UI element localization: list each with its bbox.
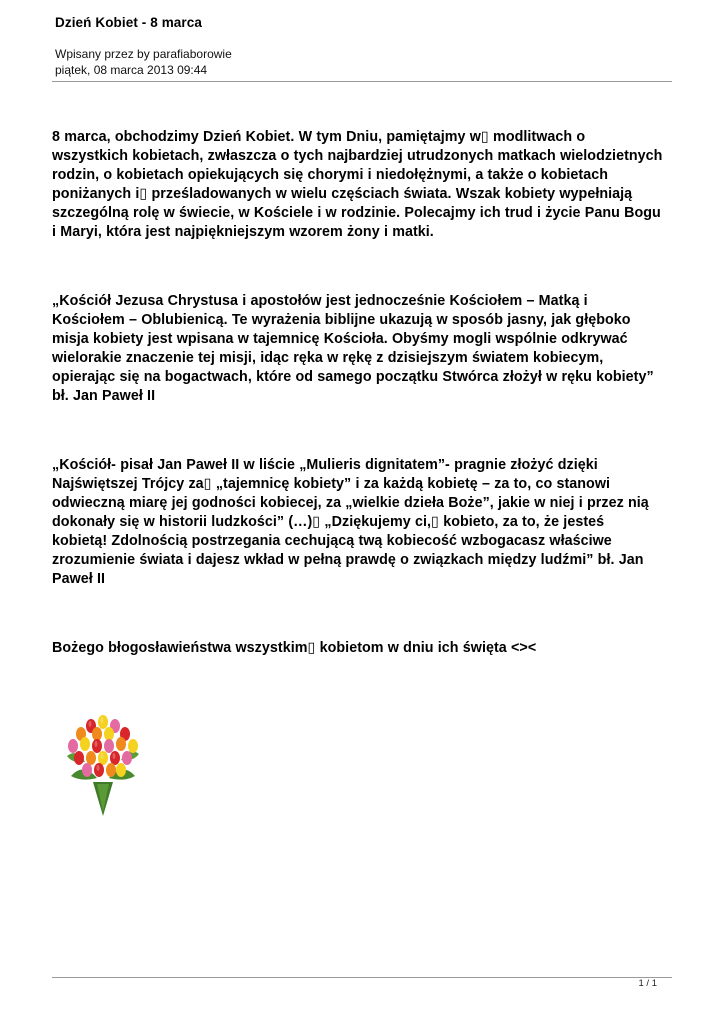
- text-line: bł. Jan Paweł II: [52, 388, 156, 404]
- paragraph-blessing: [52, 639, 678, 658]
- tulip-bouquet-image: [63, 712, 143, 818]
- date-line: piątek, 08 marca 2013 09:44: [55, 63, 208, 77]
- text-line: „Kościół Jezusa Chrystusa i apostołów jest jednocześnie Kościołem – Matką i: [52, 293, 588, 309]
- text-line: opierając się na bogactwach, które od samego początku Stwórca złożył w ręku kobiety”: [52, 369, 654, 385]
- page-number: 1 / 1: [638, 978, 657, 989]
- text-line: „Kościół- pisał Jan Paweł II w liście „Mulieris dignitatem”- pragnie złożyć dzięki: [52, 457, 598, 473]
- text-line: Kościołem – Oblubienicą. Te wyrażenia biblijne ukazują w sposób jasny, jak głęboko: [52, 312, 631, 328]
- text-line: Bożego błogosławieństwa wszystkim▯ kobietom w dniu ich święta <><: [52, 640, 537, 656]
- article-meta: [55, 46, 232, 78]
- text-line: wielorakie znaczenie tej misji, idąc ręka w rękę z dzisiejszym światem kobiecym,: [52, 350, 604, 366]
- paragraph-quote-church: [52, 292, 678, 406]
- text-line: odwieczną miarę jej godności kobiecej, za „wielkie dzieła Boże”, jakie w niej i przez nią: [52, 495, 649, 511]
- text-line: i Maryi, która jest najpiękniejszym wzorem żony i matki.: [52, 224, 434, 240]
- tulip-bouquet-icon: [63, 712, 143, 818]
- text-line: dokonały się w historii ludzkości” (…)▯ „Dziękujemy ci,▯ kobieto, za to, że jesteś: [52, 514, 605, 530]
- text-line: misja kobiety jest wpisana w tajemnicę Kościoła. Obyśmy mogli wspólnie odkrywać: [52, 331, 628, 347]
- text-line: kobietą! Zdolnością postrzegania cechującą twą kobiecość wzbogacasz właściwe: [52, 533, 612, 549]
- text-line: Paweł II: [52, 571, 106, 587]
- text-line: Najświętszej Trójcy za▯ „tajemnicę kobiety” i za każdą kobietę – za to, co stanowi: [52, 476, 611, 492]
- text-line: 8 marca, obchodzimy Dzień Kobiet. W tym Dniu, pamiętajmy w▯ modlitwach o: [52, 129, 586, 145]
- text-line: rodzin, o kobietach opiekujących się chorymi i niedołężnymi, a także o kobietach: [52, 167, 608, 183]
- page-title: Dzień Kobiet - 8 marca: [55, 15, 202, 30]
- text-line: zrozumienie świata i dajesz wkład w pełną prawdę o związkach między ludźmi” bł. Jan: [52, 552, 644, 568]
- header-divider: [52, 81, 672, 82]
- text-line: poniżanych i▯ prześladowanych w wielu częściach świata. Wszak kobiety wypełniają: [52, 186, 633, 202]
- text-line: wszystkich kobietach, zwłaszcza o tych najbardziej utrudzonych matkach wielodzietnych: [52, 148, 663, 164]
- paragraph-intro: [52, 128, 678, 242]
- text-line: szczególną rolę w świecie, w Kościele i w rodzinie. Polecajmy ich trud i życie Panu Bogu: [52, 205, 661, 221]
- footer-divider: [52, 977, 672, 978]
- paragraph-quote-mulieris: [52, 456, 678, 589]
- author-line: Wpisany przez by parafiaborowie: [55, 47, 232, 61]
